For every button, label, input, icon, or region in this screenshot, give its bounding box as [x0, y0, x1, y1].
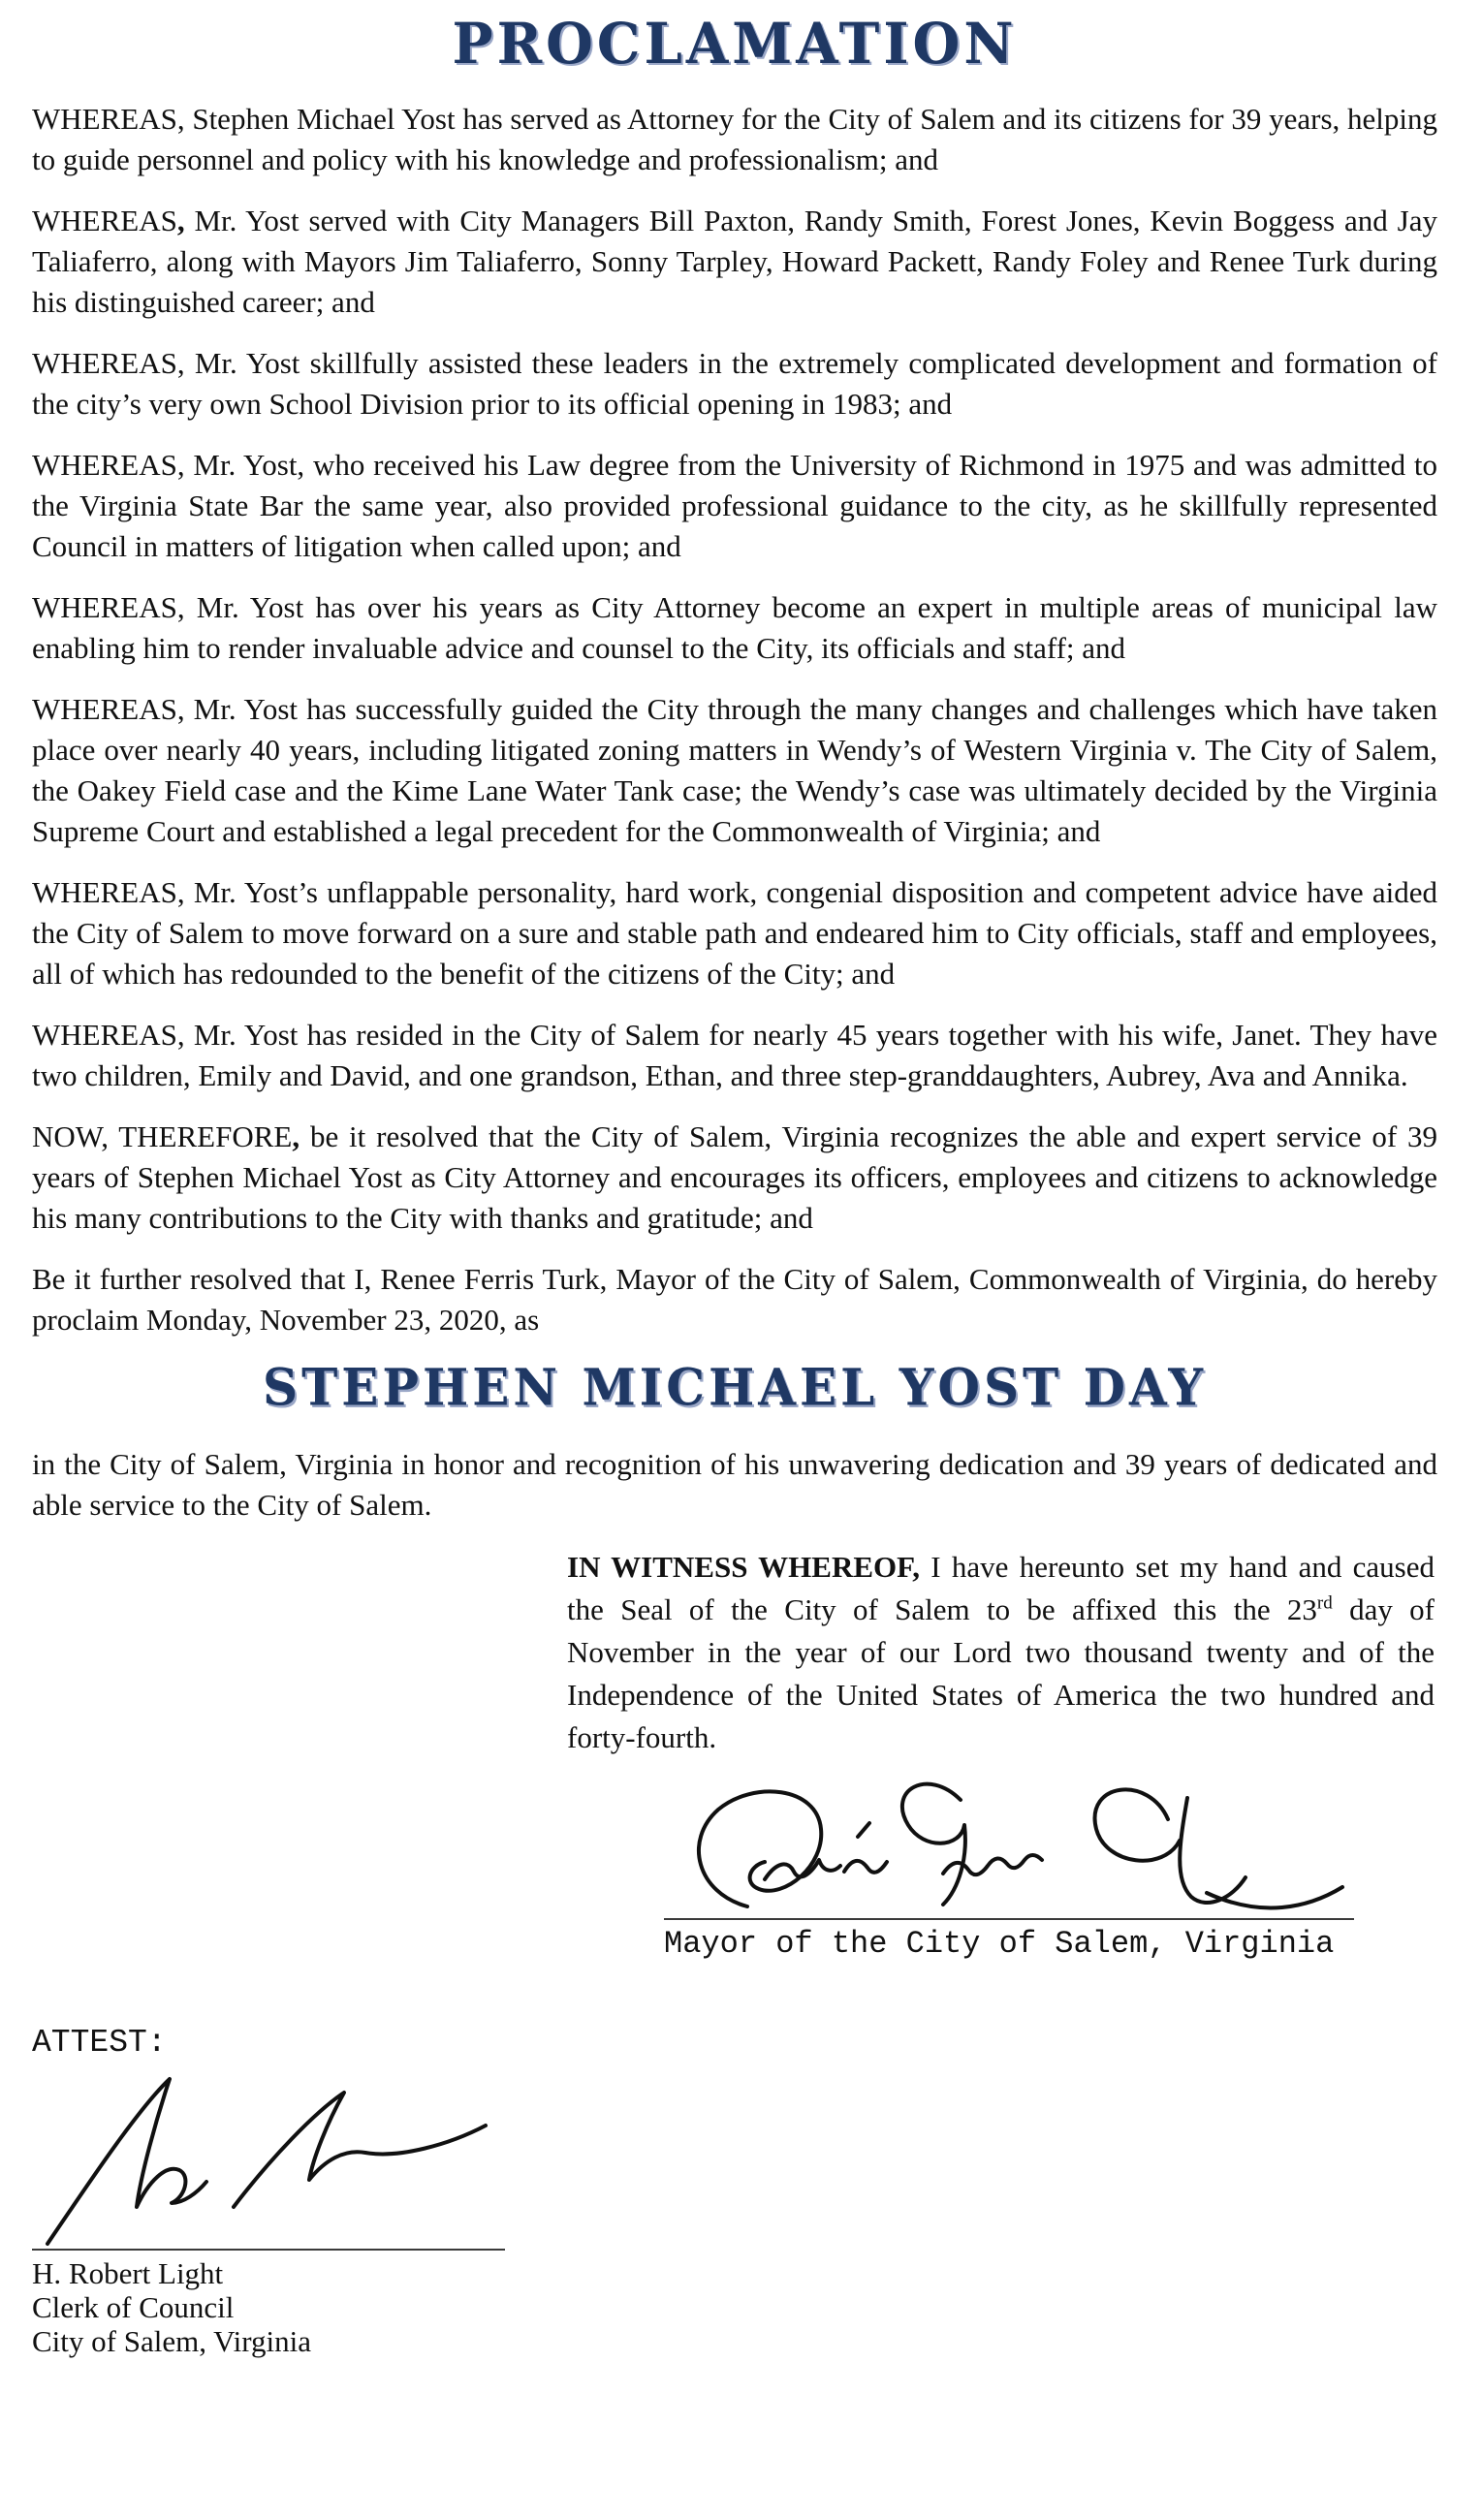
closing-paragraph: in the City of Salem, Virginia in honor and recognition of his unwavering dedication and 39 years of dedicated and able service to the City of Salem. [32, 1447, 1437, 1522]
paragraph-text: WHEREAS, Mr. Yost skillfully assisted these leaders in the extremely complicated development and formation of the city’s very own School Division prior to its official opening in 1983; and [32, 346, 1437, 421]
witness-text: I have hereunto set my hand and caused the Seal of the City of Salem to be affixed this the 23 [567, 1550, 1435, 1626]
witness-text: day of November in the year of our Lord two thousand twenty and of the Independence of the United States of America the two hundred and forty-fourth. [567, 1592, 1435, 1754]
witness-bold-lead: IN WITNESS WHEREOF, [567, 1550, 920, 1584]
witness-paragraph [567, 1546, 1435, 1759]
attest-label: ATTEST: [32, 2025, 167, 2061]
paragraph-text: Be it further resolved that I, Renee Ferris Turk, Mayor of the City of Salem, Commonwealth of Virginia, do hereby proclaim Monday, November 23, 2020, as [32, 1262, 1437, 1337]
paragraph-text: WHEREAS [32, 204, 177, 237]
paragraph-text: WHEREAS, Mr. Yost has over his years as City Attorney become an expert in multiple areas of municipal law enabling him to render invaluable advice and counsel to the City, its officials and staff; and [32, 590, 1437, 665]
paragraph-text: NOW, THEREFORE [32, 1119, 293, 1153]
resolution-paragraph [32, 1259, 1437, 1340]
mayor-title-label: Mayor of the City of Salem, Virginia [664, 1926, 1335, 1962]
paragraph-text: WHEREAS, Mr. Yost has successfully guided the City through the many changes and challenges which have taken place over nearly 40 years, including litigated zoning matters in Wendy’s of Western Virginia v. The City of Salem, the Oakey Field case and the Kime Lane Water Tank case; the Wendy’s case was ultimately decided by the Virginia Supreme Court and established a legal precedent for the Commonwealth of Virginia; and [32, 692, 1437, 848]
paragraph-text: Mr. Yost served with City Managers Bill Paxton, Randy Smith, Forest Jones, Kevin Boggess and Jay Taliaferro, along with Mayors Jim Taliaferro, Sonny Tarpley, Howard Packett, Randy Foley and Renee Turk during his distinguished career; and [32, 204, 1437, 319]
paragraph-text: WHEREAS, Stephen Michael Yost has served as Attorney for the City of Salem and its citizens for 39 years, helping to guide personnel and policy with his knowledge and professionalism; and [32, 102, 1437, 176]
paragraph-bold-text: , [176, 204, 185, 237]
whereas-paragraph-1 [32, 99, 1437, 180]
paragraph-text: WHEREAS, Mr. Yost, who received his Law degree from the University of Richmond in 1975 and was admitted to the Virginia State Bar the same year, also provided professional guidance to the city, as he skillfully represented Council in matters of litigation when called upon; and [32, 448, 1437, 563]
ordinal-superscript: rd [1316, 1592, 1333, 1614]
clerk-signature [32, 2069, 505, 2249]
proclamation-day-title: STEPHEN MICHAEL YOST DAY [262, 1357, 1208, 1418]
clerk-name: H. Robert Light [32, 2256, 224, 2290]
mayor-signature-line [664, 1765, 1354, 1920]
clerk-title: Clerk of Council [32, 2290, 235, 2324]
paragraph-text: WHEREAS, Mr. Yost’s unflappable personality, hard work, congenial disposition and competent advice have aided the City of Salem to move forward on a sure and stable path and endeared him to City officials, staff and employees, all of which has redounded to the benefit of the citizens of the City; and [32, 875, 1437, 991]
whereas-paragraph-5 [32, 587, 1437, 669]
whereas-paragraph-6 [32, 689, 1437, 852]
whereas-paragraph-3 [32, 343, 1437, 425]
whereas-paragraph-7 [32, 872, 1437, 994]
paragraph-text: WHEREAS, Mr. Yost has resided in the City of Salem for nearly 45 years together with his wife, Janet. They have two children, Emily and David, and one grandson, Ethan, and three step-granddaughters, Aubrey, Ava and Annika. [32, 1018, 1437, 1092]
mayor-signature-block [664, 1765, 1354, 1963]
whereas-paragraph-8 [32, 1015, 1437, 1096]
whereas-paragraph-2 [32, 201, 1437, 323]
clerk-org: City of Salem, Virginia [32, 2324, 312, 2358]
paragraph-text: be it resolved that the City of Salem, Virginia recognizes the able and expert service of 39 years of Stephen Michael Yost as City Attorney and encourages its officers, employees and citizens to acknowledge his many contributions to the City with thanks and gratitude; and [32, 1119, 1437, 1235]
paragraph-bold-text: , [292, 1119, 300, 1153]
mayor-signature [664, 1765, 1354, 1918]
now-therefore-paragraph [32, 1117, 1437, 1239]
clerk-signature-block [32, 2069, 505, 2358]
document-title: PROCLAMATION [452, 10, 1018, 78]
whereas-paragraph-4 [32, 445, 1437, 567]
clerk-signature-line [32, 2069, 505, 2251]
